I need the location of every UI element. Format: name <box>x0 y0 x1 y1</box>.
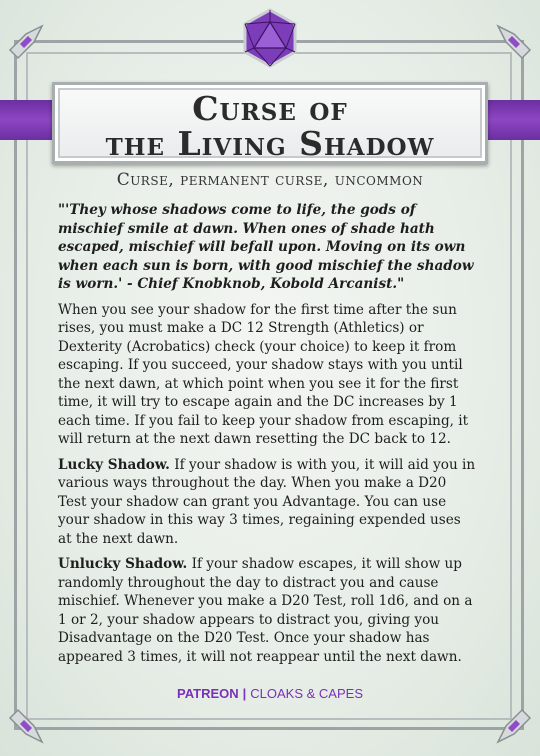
lucky-shadow-title: Lucky Shadow. <box>58 456 170 473</box>
item-type-subtitle: Curse, permanent curse, uncommon <box>116 170 424 190</box>
corner-ornament-icon <box>494 706 534 746</box>
flavor-quote: "'They whose shadows come to life, the gods of mischief smile at dawn. When ones of shade hath escaped, mischief will befall upon. Moving on its own when each sun is born, with good mischief the shadow is worn.' - Chief Knobknob, Kobold Arcanist." <box>58 202 474 292</box>
patreon-link[interactable]: PATREON <box>177 686 239 701</box>
card-body <box>58 201 476 673</box>
purple-banner-right <box>484 100 540 140</box>
corner-ornament-icon <box>494 22 534 62</box>
title-line-2: the Living Shadow <box>105 124 435 163</box>
unlucky-shadow-title: Unlucky Shadow. <box>58 556 188 572</box>
footer-separator: | <box>242 686 247 701</box>
item-title <box>55 91 485 161</box>
title-plate <box>52 82 488 164</box>
footer-credits <box>0 686 540 701</box>
title-line-1: Curse of <box>192 89 348 128</box>
corner-ornament-icon <box>6 706 46 746</box>
purple-banner-left <box>0 100 56 140</box>
description-paragraph: When you see your shadow for the first time after the sun rises, you must make a DC 12 Strength (Athletics) or Dexterity (Acrobatics) check (your choice) to keep it from escaping. If you succeed, your shadow stays with you until the next dawn, at which point when you see it for the first time, it will try to escape again and the DC increases by 1 each time. If you fail to keep your shadow from escaping, it will return at the next dawn resetting the DC back to 12. <box>58 301 469 447</box>
unlucky-shadow-paragraph <box>58 555 476 666</box>
d20-gem-icon <box>242 8 298 68</box>
lucky-shadow-text: If your shadow is with you, it will aid you in various ways throughout the day. When you make a D20 Test your shadow can grant you Advantage. You can use your shadow in this way 3 times, regaining expended uses at the next dawn. <box>58 456 476 547</box>
lucky-shadow-paragraph <box>58 456 476 549</box>
corner-ornament-icon <box>6 22 46 62</box>
unlucky-shadow-text: If your shadow escapes, it will show up randomly throughout the day to distract you and cause mischief. Whenever you make a D20 Test, roll 1d6, and on a 1 or 2, your shadow appears to distract you, giving you Disadvantage on the D20 Test. Once your shadow has appeared 3 times, it will not reappear until the next dawn. <box>58 556 473 665</box>
cloaks-capes-link[interactable]: CLOAKS & CAPES <box>250 686 363 701</box>
